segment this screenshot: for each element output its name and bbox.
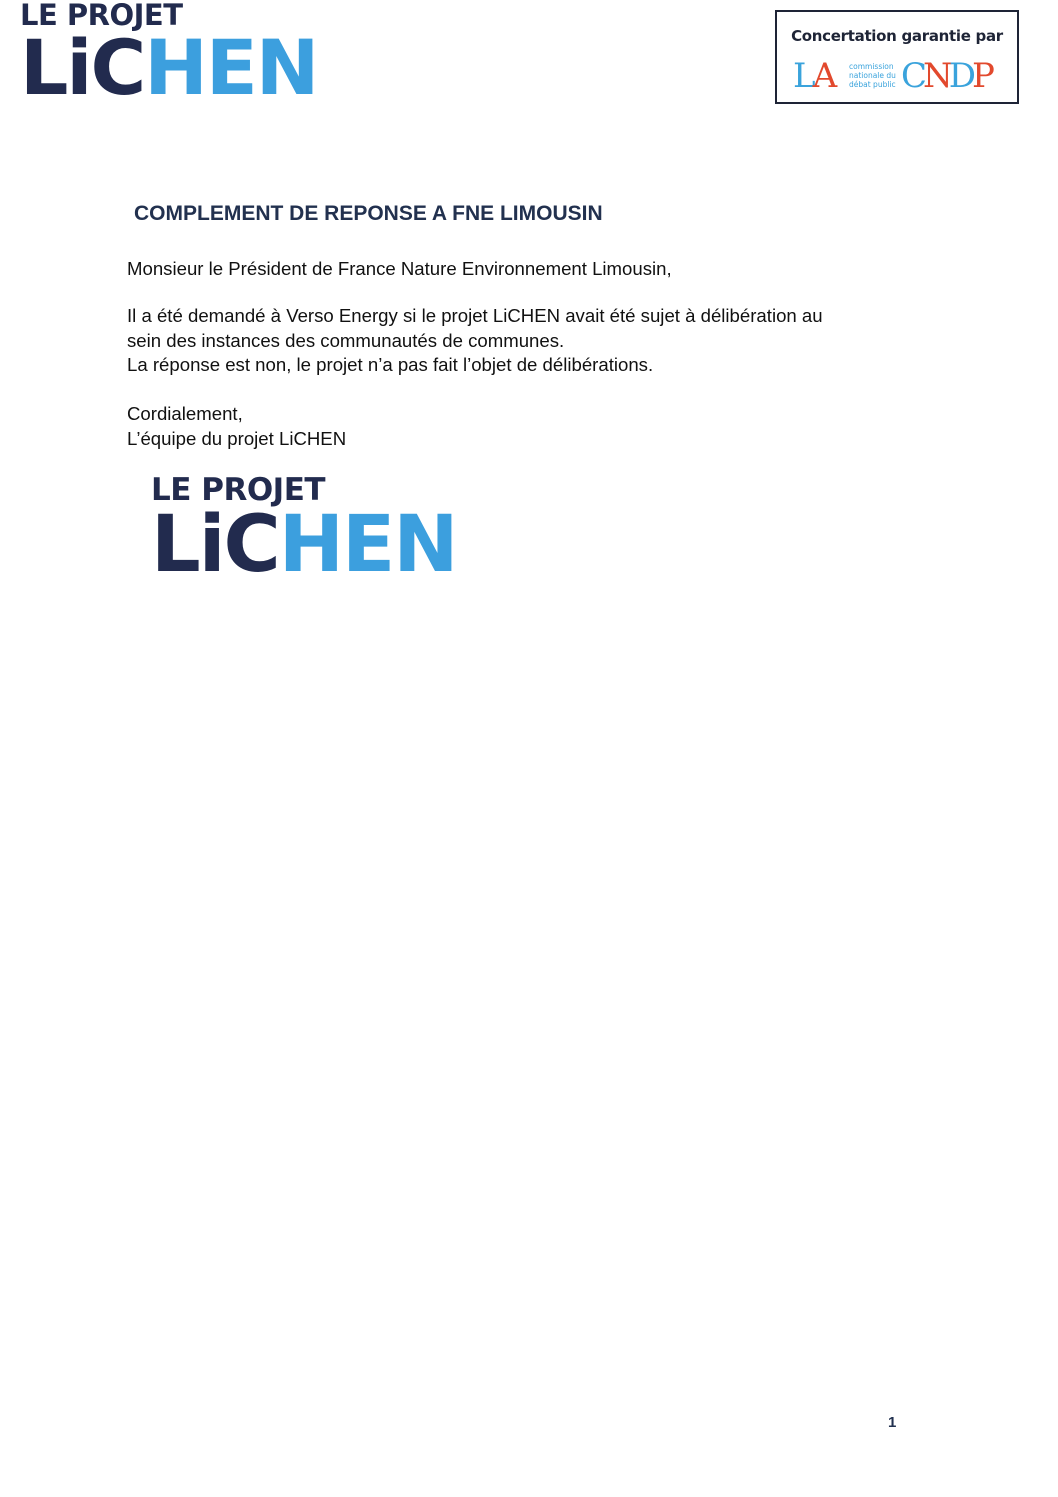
body-paragraph (127, 304, 823, 378)
cndp-mark-la (793, 57, 838, 93)
cndp-mark-small-1: commission (849, 62, 894, 71)
cndp-mark-p: P (972, 57, 991, 93)
cndp-mark-la-l: L (793, 57, 813, 93)
cndp-mark-c: C (901, 57, 924, 93)
cndp-mark-n: N (923, 57, 949, 93)
cndp-mark-d: D (948, 57, 973, 93)
cndp-mark-small-2: nationale du (849, 71, 896, 80)
greeting (127, 257, 672, 282)
cndp-guarantee-box (775, 10, 1019, 104)
lichen-logo-header (20, 0, 318, 112)
closing-block (127, 402, 346, 451)
body-line: La réponse est non, le projet n’a pas fait l’objet de délibérations. (127, 354, 654, 375)
logo-wordmark-blue: HEN (278, 500, 457, 590)
logo-wordmark-dark: LiC (20, 23, 145, 112)
page-number: 1 (888, 1414, 897, 1431)
logo-line-le-projet: LE PROJET (20, 0, 183, 32)
greeting-text: Monsieur le Président de France Nature Environnement Limousin, (127, 258, 672, 279)
cndp-mark-small-3: débat public (849, 80, 896, 89)
closing-text: Cordialement, (127, 403, 243, 424)
signature-text: L’équipe du projet LiCHEN (127, 427, 347, 449)
logo-wordmark-dark: LiC (151, 500, 279, 590)
body-line: Il a été demandé à Verso Energy si le projet LiCHEN avait été sujet à délibération au (127, 305, 823, 326)
cndp-mark-cndp (901, 57, 994, 93)
cndp-caption: Concertation garantie par (791, 27, 1003, 45)
cndp-logo-mark (793, 57, 1005, 93)
cndp-mark-la-a: A (812, 57, 835, 93)
logo-wordmark-blue: HEN (144, 23, 318, 112)
logo-wordmark (151, 500, 457, 590)
logo-wordmark (20, 23, 318, 112)
lichen-logo-signature (151, 472, 457, 590)
document-title: COMPLEMENT DE REPONSE A FNE LIMOUSIN (134, 202, 603, 225)
logo-line-le-projet: LE PROJET (151, 472, 326, 508)
body-line: sein des instances des communautés de communes. (127, 329, 565, 351)
